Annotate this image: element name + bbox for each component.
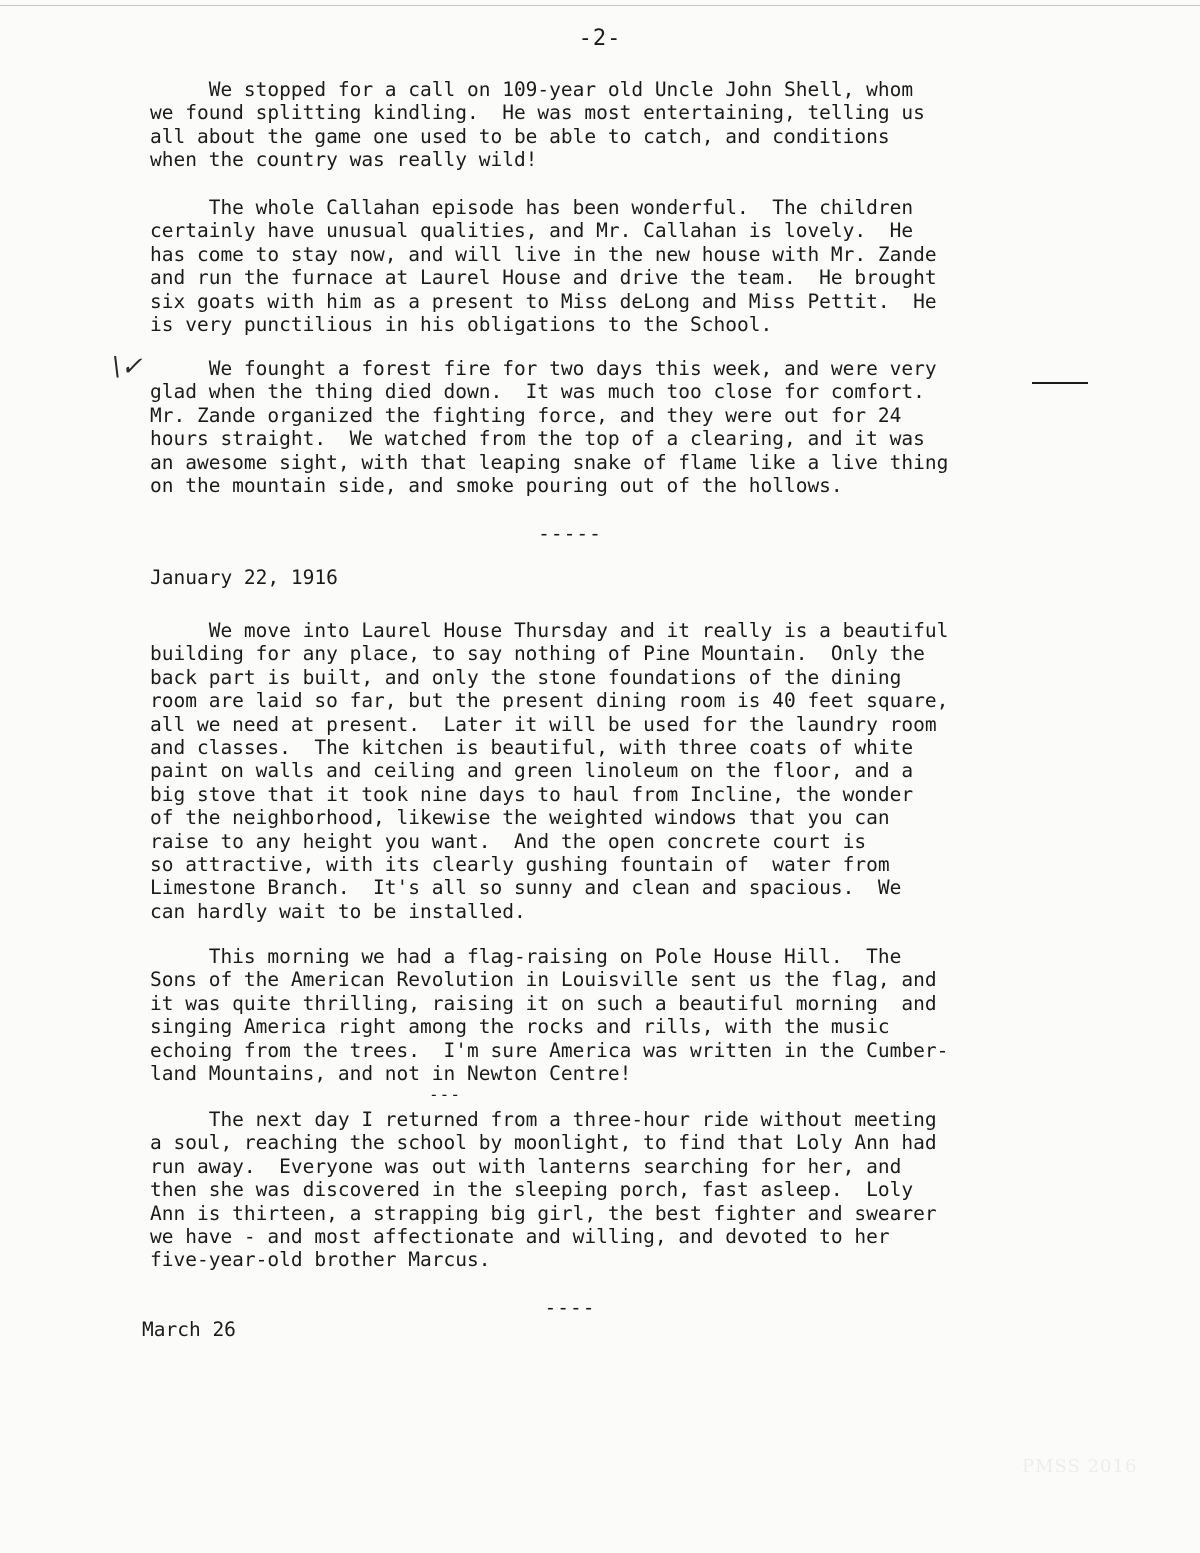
- paragraph-flag-raising: This morning we had a flag-raising on Pole House Hill. The Sons of the American Revolution in Louisville sent us the flag, and it was quite thrilling, raising it on such a beautiful morning and singing America right among the rocks and rills, with the music echoing from the trees. I'm sure America was written in the Cumber- land Mountains, and not in Newton Centre!: [150, 945, 949, 1086]
- paragraph-loly-ann: The next day I returned from a three-hour ride without meeting a soul, reaching the school by moonlight, to find that Loly Ann had run away. Everyone was out with lanterns searching for her, and then she was discovered in the sleeping porch, fast asleep. Loly Ann is thirteen, a strapping big girl, the best fighter and swearer we have - and most affectionate and willing, and devoted to her five-year-old brother Marcus.: [150, 1108, 937, 1272]
- section-separator: -----: [538, 522, 602, 545]
- paragraph-forest-fire: We founght a forest fire for two days this week, and were very glad when the thing died down. It was much too close for comfort. Mr. Zande organized the fighting force, and they were out for 24 hours straight. We watched from the top of a clearing, and it was an awesome sight, with that leaping snake of flame like a live thing on the mountain side, and smoke pouring out of the hollows.: [150, 357, 949, 498]
- paragraph-callahan-episode: The whole Callahan episode has been wonderful. The children certainly have unusual qualities, and Mr. Callahan is lovely. He has come to stay now, and will live in the new house with Mr. Zande and run the furnace at Laurel House and drive the team. He brought six goats with him as a present to Miss deLong and Miss Pettit. He is very punctilious in his obligations to the School.: [150, 196, 937, 337]
- page-number: -2-: [578, 26, 622, 51]
- top-rule: [0, 5, 1200, 6]
- entry-date: January 22, 1916: [150, 566, 338, 589]
- entry-date: March 26: [142, 1318, 236, 1341]
- archive-watermark: PMSS 2016: [1022, 1456, 1138, 1477]
- underline-very: [1032, 382, 1088, 384]
- paragraph-uncle-john-shell: We stopped for a call on 109-year old Uncle John Shell, whom we found splitting kindling. He was most entertaining, telling us all about the game one used to be able to catch, and conditions when the country was really wild!: [150, 78, 925, 172]
- paragraph-laurel-house: We move into Laurel House Thursday and it really is a beautiful building for any place, to say nothing of Pine Mountain. Only the back part is built, and only the stone foundations of the dining room are laid so far, but the present dining room is 40 feet square, all we need at present. Later it will be used for the laundry room and classes. The kitchen is beautiful, with three coats of white paint on walls and ceiling and green linoleum on the floor, and a big stove that it took nine days to haul from Incline, the wonder of the neighborhood, likewise the weighted windows that you can raise to any height you want. And the open concrete court is so attractive, with its clearly gushing fountain of water from Limestone Branch. It's all so sunny and clean and spacious. We can hardly wait to be installed.: [150, 619, 949, 923]
- section-separator: ----: [544, 1296, 596, 1319]
- section-separator: ---: [429, 1085, 461, 1104]
- margin-check-mark: \✓: [112, 352, 143, 382]
